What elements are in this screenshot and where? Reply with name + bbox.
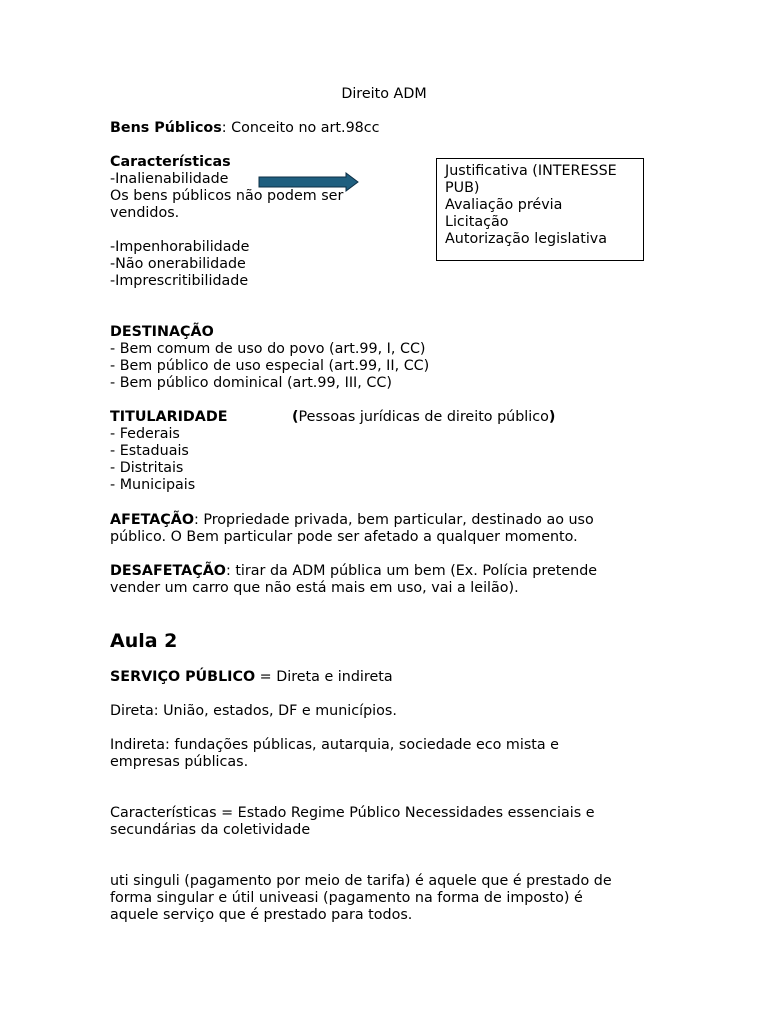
inalienabilidade-note-line2: vendidos. bbox=[110, 205, 180, 221]
destinacao-section bbox=[110, 324, 670, 392]
titularidade-item: - Estaduais bbox=[110, 443, 189, 459]
caracteristicas-servico-line1: Características = Estado Regime Público Necessidades essenciais e bbox=[110, 805, 595, 821]
titularidade-note bbox=[292, 409, 555, 426]
document-title: Direito ADM bbox=[341, 86, 427, 102]
titularidade-item: - Municipais bbox=[110, 477, 196, 493]
aula-2-heading: Aula 2 bbox=[110, 630, 178, 652]
indireta-line2: empresas públicas. bbox=[110, 754, 249, 770]
titularidade-heading: TITULARIDADE bbox=[110, 409, 228, 425]
arrow-shape bbox=[259, 173, 358, 191]
box-line: Avaliação prévia bbox=[445, 197, 563, 213]
destinacao-item: - Bem comum de uso do povo (art.99, I, CC) bbox=[110, 341, 426, 357]
requisitos-box bbox=[436, 158, 644, 261]
bens-publicos-section bbox=[110, 120, 670, 137]
caracteristicas-servico-section bbox=[110, 805, 670, 839]
inalienabilidade-item: -Inalienabilidade bbox=[110, 171, 229, 187]
bens-publicos-text: : Conceito no art.98cc bbox=[221, 120, 380, 136]
titularidade-item: - Federais bbox=[110, 426, 180, 442]
uti-line3: aquele serviço que é prestado para todos. bbox=[110, 907, 413, 923]
caracteristica-item: -Não onerabilidade bbox=[110, 256, 246, 272]
box-line: Justificativa (INTERESSE bbox=[445, 163, 617, 179]
paren-open: ( bbox=[292, 409, 299, 425]
caracteristicas-heading: Características bbox=[110, 154, 231, 170]
afetacao-line2: público. O Bem particular pode ser afetado a qualquer momento. bbox=[110, 529, 578, 545]
uti-section bbox=[110, 873, 670, 924]
indireta-line1: Indireta: fundações públicas, autarquia, sociedade eco mista e bbox=[110, 737, 559, 753]
direta-line: Direta: União, estados, DF e municípios. bbox=[110, 703, 397, 719]
servico-publico-section bbox=[110, 669, 670, 686]
titularidade-section bbox=[110, 409, 670, 494]
afetacao-section bbox=[110, 512, 670, 546]
uti-line1: uti singuli (pagamento por meio de tarifa) é aquele que é prestado de bbox=[110, 873, 612, 889]
titularidade-note-text: Pessoas jurídicas de direito público bbox=[298, 409, 549, 425]
uti-line2: forma singular e útil univeasi (pagamento na forma de imposto) é bbox=[110, 890, 583, 906]
box-line: Licitação bbox=[445, 214, 509, 230]
destinacao-item: - Bem público dominical (art.99, III, CC) bbox=[110, 375, 392, 391]
right-arrow-icon bbox=[258, 172, 360, 192]
servico-publico-label: SERVIÇO PÚBLICO bbox=[110, 669, 256, 685]
caracteristicas-servico-line2: secundárias da coletividade bbox=[110, 822, 311, 838]
desafetacao-label: DESAFETAÇÃO bbox=[110, 563, 226, 579]
inalienabilidade-note-line1: Os bens públicos não podem ser bbox=[110, 188, 344, 204]
bens-publicos-label: Bens Públicos bbox=[110, 120, 222, 136]
paren-close: ) bbox=[548, 409, 556, 425]
desafetacao-section bbox=[110, 563, 670, 597]
desafetacao-line2: vender um carro que não está mais em uso, vai a leilão). bbox=[110, 580, 519, 596]
destinacao-heading: DESTINAÇÃO bbox=[110, 324, 214, 340]
destinacao-item: - Bem público de uso especial (art.99, II, CC) bbox=[110, 358, 430, 374]
titularidade-item: - Distritais bbox=[110, 460, 184, 476]
servico-publico-text: = Direta e indireta bbox=[255, 669, 393, 685]
afetacao-line1: : Propriedade privada, bem particular, destinado ao uso bbox=[194, 512, 594, 528]
box-line: PUB) bbox=[445, 180, 480, 196]
desafetacao-line1: : tirar da ADM pública um bem (Ex. Polícia pretende bbox=[225, 563, 598, 579]
box-line: Autorização legislativa bbox=[445, 231, 608, 247]
indireta-section bbox=[110, 737, 670, 771]
afetacao-label: AFETAÇÃO bbox=[110, 512, 195, 528]
caracteristica-item: -Impenhorabilidade bbox=[110, 239, 250, 255]
caracteristica-item: -Imprescritibilidade bbox=[110, 273, 249, 289]
